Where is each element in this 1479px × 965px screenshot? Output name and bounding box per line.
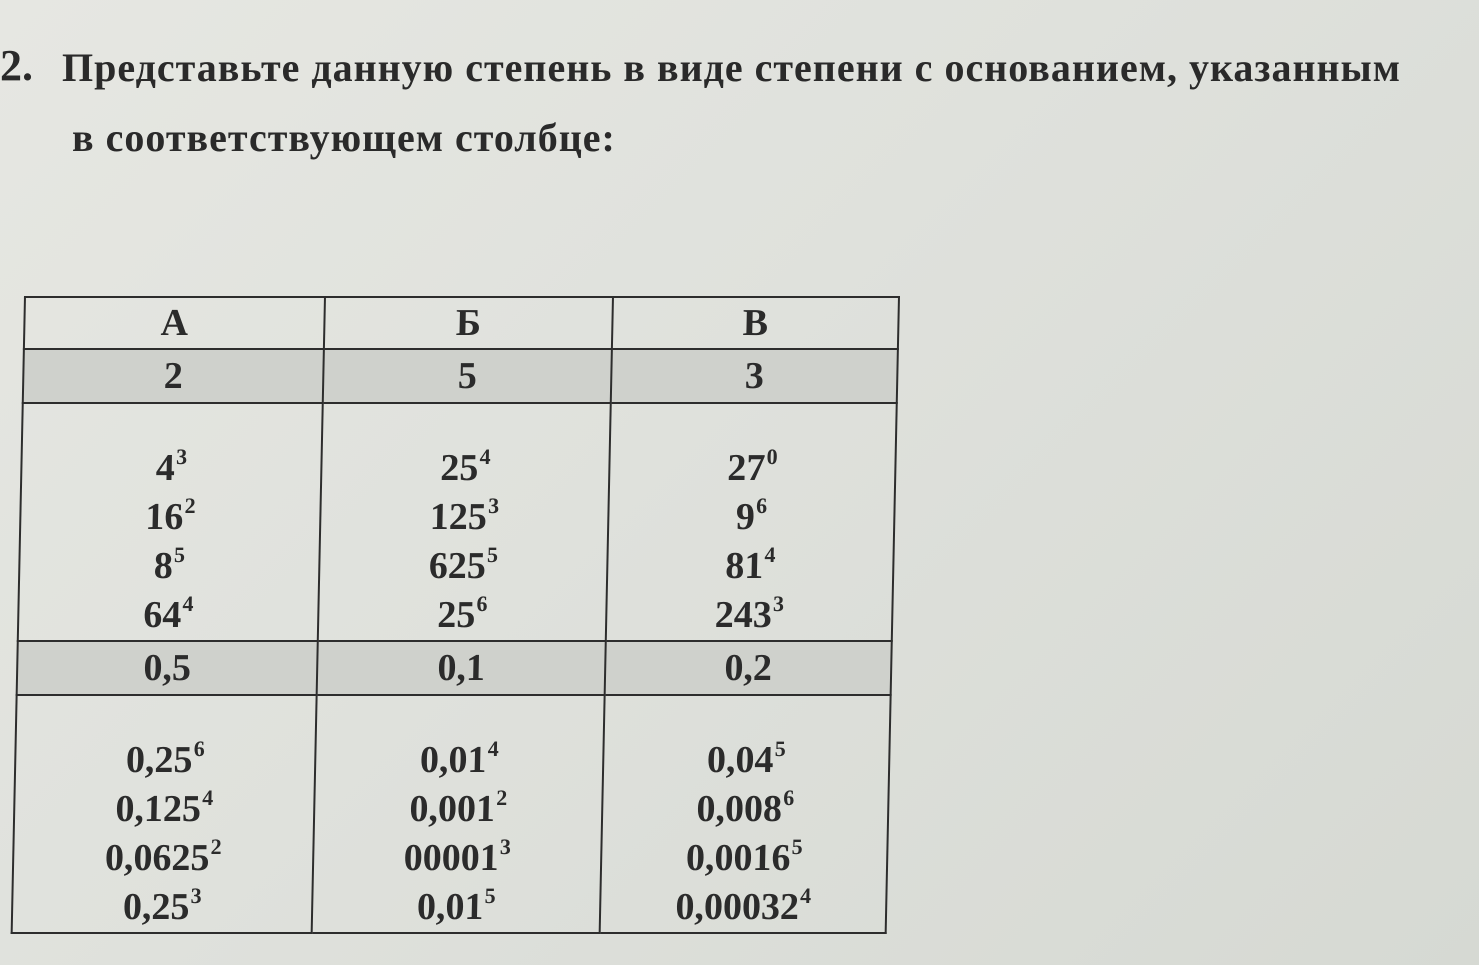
power-list: [19, 444, 321, 640]
task-text-line-2: в соответствующем столбце:: [72, 115, 616, 160]
values-cell-a: [18, 403, 323, 641]
base-row-2: [17, 641, 892, 695]
base-cell-c: 0,2: [605, 641, 892, 695]
power-item: 0,01$^5$: [416, 883, 496, 928]
power-item: 0,001$^2$: [409, 785, 508, 830]
base-cell-a: 2: [23, 349, 324, 403]
power-item: 0,00032$^4$: [675, 883, 812, 928]
values-cell-a: [12, 695, 317, 933]
power-item: $243^3$: [714, 591, 785, 636]
power-item: $25^6$: [436, 591, 488, 636]
power-item: $125^3$: [429, 493, 500, 538]
power-item: 0,0016$^5$: [685, 834, 803, 879]
base-cell-b: 5: [323, 349, 612, 403]
power-item: 0,125$^4$: [115, 785, 214, 830]
power-item: $64^4$: [142, 591, 194, 636]
power-item: 0,008$^6$: [696, 785, 795, 830]
power-list: [601, 736, 889, 932]
base-cell-b: 0,1: [317, 641, 606, 695]
power-item: 0,04$^5$: [706, 736, 787, 781]
values-cell-b: [312, 695, 605, 933]
column-header-c: В: [612, 297, 899, 349]
powers-table: [11, 296, 900, 934]
task-number: 2.: [0, 41, 33, 90]
base-cell-a: 0,5: [17, 641, 318, 695]
power-item: $81^4$: [724, 542, 776, 587]
values-cell-b: [318, 403, 611, 641]
task-text-line-1: Представьте данную степень в виде степени с основанием, указанным: [62, 45, 1402, 90]
power-item: $9^6$: [735, 493, 768, 538]
power-item: $4^3$: [155, 444, 188, 489]
power-item: 0,25$^3$: [122, 883, 202, 928]
base-cell-c: 3: [611, 349, 898, 403]
power-list: [313, 736, 603, 932]
column-header-b: Б: [324, 297, 613, 349]
power-list: [13, 736, 315, 932]
power-item: $8^5$: [153, 542, 186, 587]
power-item: $16^2$: [144, 493, 196, 538]
power-item: 0,25$^6$: [125, 736, 206, 781]
column-header-a: А: [24, 297, 325, 349]
values-row-1: [18, 403, 897, 641]
power-item: $27^0$: [726, 444, 778, 489]
values-row-2: [12, 695, 891, 933]
power-item: 00001$^3$: [403, 834, 512, 879]
base-row-1: [23, 349, 898, 403]
values-cell-c: [600, 695, 891, 933]
power-item: $25^4$: [439, 444, 491, 489]
table-header-row: [24, 297, 899, 349]
power-list: [607, 444, 895, 640]
power-item: 0,01$^4$: [419, 736, 500, 781]
power-item: 0,0625$^2$: [104, 834, 222, 879]
power-list: [319, 444, 609, 640]
values-cell-c: [606, 403, 897, 641]
power-item: $625^5$: [428, 542, 499, 587]
